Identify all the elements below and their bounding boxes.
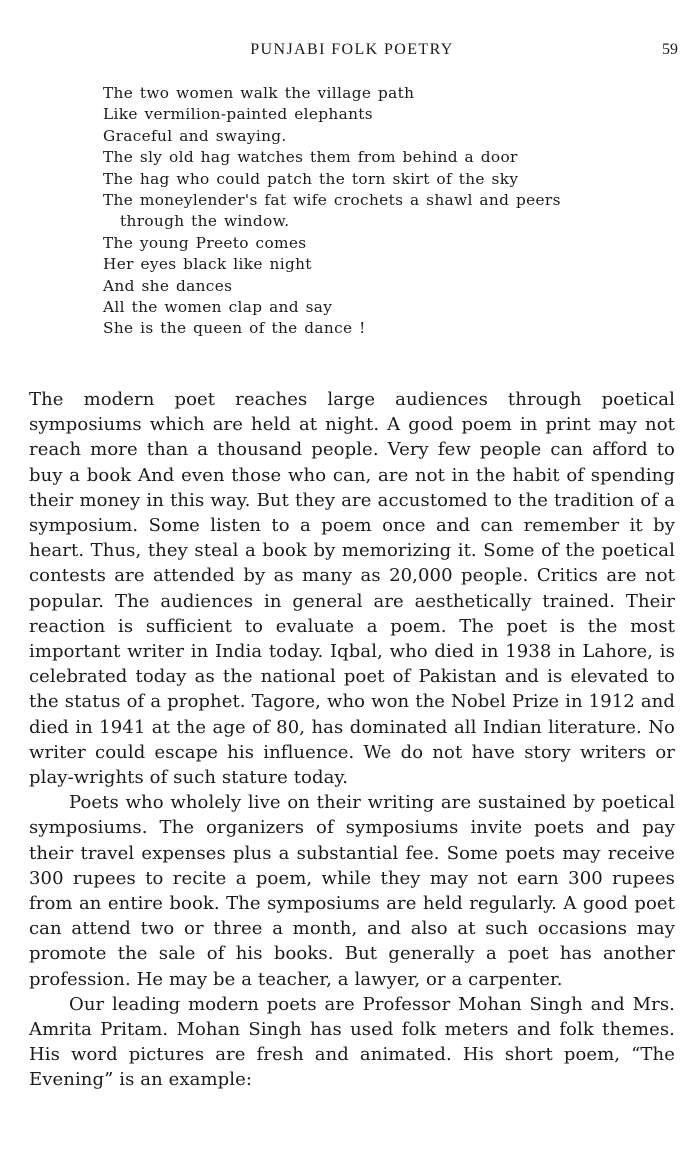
body-text <box>29 387 675 1093</box>
poem-line: Graceful and swaying. <box>103 126 287 145</box>
running-head <box>0 41 700 63</box>
poem-line: The hag who could patch the torn skirt of the sky <box>103 169 519 188</box>
poem-line-continuation: through the window. <box>120 212 290 231</box>
paragraph: Our leading modern poets are Professor Mohan Singh and Mrs. Amrita Pritam. Mohan Singh has used folk meters and folk themes. His word pictures are fresh and animated. His short poem, “The Evening” is an example: <box>29 993 675 1091</box>
poem-line: The moneylender's fat wife crochets a shawl and peers <box>103 191 561 210</box>
poem-line: The sly old hag watches them from behind a door <box>103 148 518 167</box>
poem-line: And she dances <box>103 276 233 295</box>
poem-line: All the women clap and say <box>103 298 333 317</box>
poem-line: The two women walk the village path <box>103 84 415 102</box>
page-number: 59 <box>662 41 678 58</box>
poem-line: She is the queen of the dance ! <box>103 319 366 338</box>
poem-block <box>103 83 643 340</box>
poem-line: Her eyes black like night <box>103 255 312 274</box>
poem-line: The young Preeto comes <box>103 233 307 252</box>
poem-line: Like vermilion-painted elephants <box>103 105 373 124</box>
paragraph: The modern poet reaches large audiences through poetical symposiums which are held at night. A good poem in print may not reach more than a thousand people. Very few people can afford to buy a book And even those who can, are not in the habit of spending their money in this way. But they are accustomed to the tradition of a symposium. Some listen to a poem once and can remember it by heart. Thus, they steal a book by memorizing it. Some of the poetical contests are attended by as many as 20,000 people. Critics are not popular. The audiences in general are aesthetically trained. Their reaction is sufficient to evaluate a poem. The poet is the most important writer in India today. Iqbal, who died in 1938 in Lahore, is celebrated today as the national poet of Pakistan and is elevated to the status of a prophet. Tagore, who won the Nobel Prize in 1912 and died in 1941 at the age of 80, has dominated all Indian literature. No writer could escape his influence. We do not have story writers or play-wrights of such stature today. <box>29 389 675 789</box>
running-title: PUNJABI FOLK POETRY <box>250 41 454 58</box>
paragraph: Poets who wholely live on their writing are sustained by poetical symposiums. The organizers of symposiums invite poets and pay their travel expenses plus a substantial fee. Some poets may receive 300 rupees to recite a poem, while they may not earn 300 rupees from an entire book. The symposiums are held regularly. A good poet can attend two or three a month, and also at such occasions may promote the sale of his books. But generally a poet has another profession. He may be a teacher, a lawyer, or a carpenter. <box>29 792 675 990</box>
